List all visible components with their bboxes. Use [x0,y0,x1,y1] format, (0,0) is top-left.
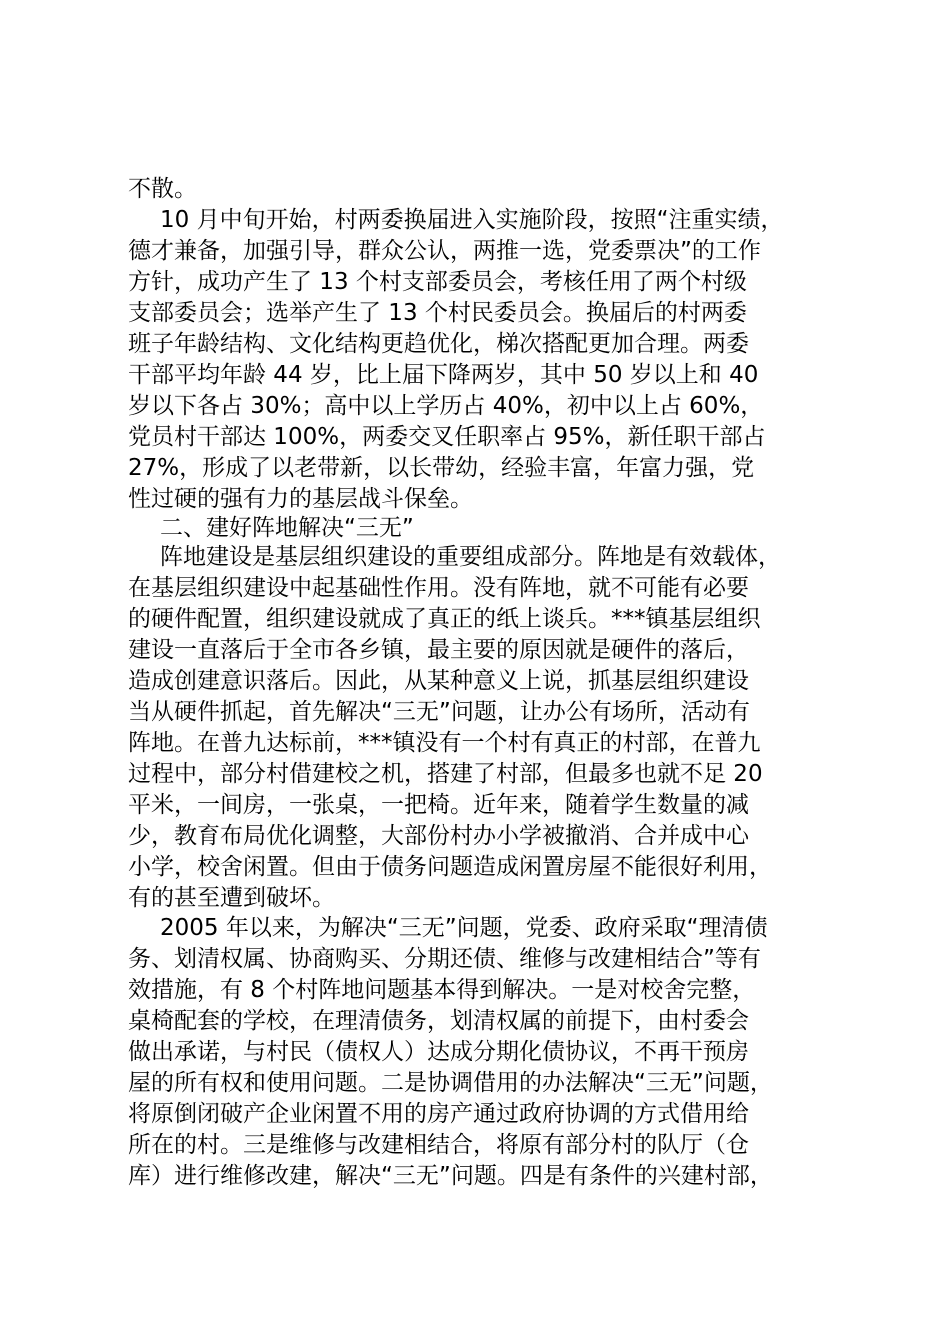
text-line: 务、划清权属、协商购买、分期还债、维修与改建相结合”等有 [128,946,761,972]
text-line: 造成创建意识落后。因此，从某种意义上说，抓基层组织建设 [128,668,749,694]
text-line: 在基层组织建设中起基础性作用。没有阵地，就不可能有必要 [128,575,749,601]
text-line: 有的甚至遭到破坏。 [128,885,335,911]
text-line: 库）进行维修改建，解决“三无”问题。四是有条件的兴建村部， [128,1163,773,1189]
text-line: 支部委员会；选举产生了 13 个村民委员会。换届后的村两委 [128,300,747,326]
text-line: 27%，形成了以老带新，以长带幼，经验丰富，年富力强，党 [128,455,755,481]
text-line: 屋的所有权和使用问题。二是协调借用的办法解决“三无”问题， [128,1070,773,1096]
text-line: 性过硬的强有力的基层战斗保垒。 [128,486,473,512]
text-line: 党员村干部达 100%，两委交叉任职率占 95%，新任职干部占 [128,424,766,450]
text-line: 岁以下各占 30%；高中以上学历占 40%，初中以上占 60%， [128,393,764,419]
text-line: 过程中，部分村借建校之机，搭建了村部，但最多也就不足 20 [128,761,763,787]
text-line: 建设一直落后于全市各乡镇，最主要的原因就是硬件的落后， [128,637,749,663]
text-line: 做出承诺，与村民（债权人）达成分期化债协议，不再干预房 [128,1039,749,1065]
text-line: 桌椅配套的学校，在理清债务，划清权属的前提下，由村委会 [128,1008,749,1034]
paragraph-start: 阵地建设是基层组织建设的重要组成部分。阵地是有效载体， [160,544,781,570]
text-line: 班子年龄结构、文化结构更趋优化，梯次搭配更加合理。两委 [128,331,749,357]
paragraph-start: 10 月中旬开始，村两委换届进入实施阶段，按照“注重实绩， [160,207,784,233]
text-line: 将原倒闭破产企业闲置不用的房产通过政府协调的方式借用给 [128,1101,749,1127]
text-line: 方针，成功产生了 13 个村支部委员会，考核任用了两个村级 [128,269,747,295]
text-line: 小学，校舍闲置。但由于债务问题造成闲置房屋不能很好利用， [128,854,772,880]
paragraph-start: 2005 年以来，为解决“三无”问题，党委、政府采取“理清债 [160,915,768,941]
text-line: 德才兼备，加强引导，群众公认，两推一选，党委票决”的工作 [128,238,761,264]
text-line: 不散。 [128,176,197,202]
text-line: 少，教育布局优化调整，大部份村办小学被撤消、合并成中心 [128,823,749,849]
text-line: 干部平均年龄 44 岁，比上届下降两岁，其中 50 岁以上和 40 [128,362,759,388]
text-line: 阵地。在普九达标前，***镇没有一个村有真正的村部，在普九 [128,730,761,756]
text-line: 平米，一间房，一张桌，一把椅。近年来，随着学生数量的减 [128,792,749,818]
text-line: 的硬件配置，组织建设就成了真正的纸上谈兵。***镇基层组织 [128,606,761,632]
section-heading: 二、建好阵地解决“三无” [160,515,414,541]
text-line: 当从硬件抓起，首先解决“三无”问题，让办公有场所，活动有 [128,699,750,725]
text-line: 所在的村。三是维修与改建相结合，将原有部分村的队厅（仓 [128,1132,749,1158]
text-line: 效措施，有 8 个村阵地问题基本得到解决。一是对校舍完整， [128,977,756,1003]
